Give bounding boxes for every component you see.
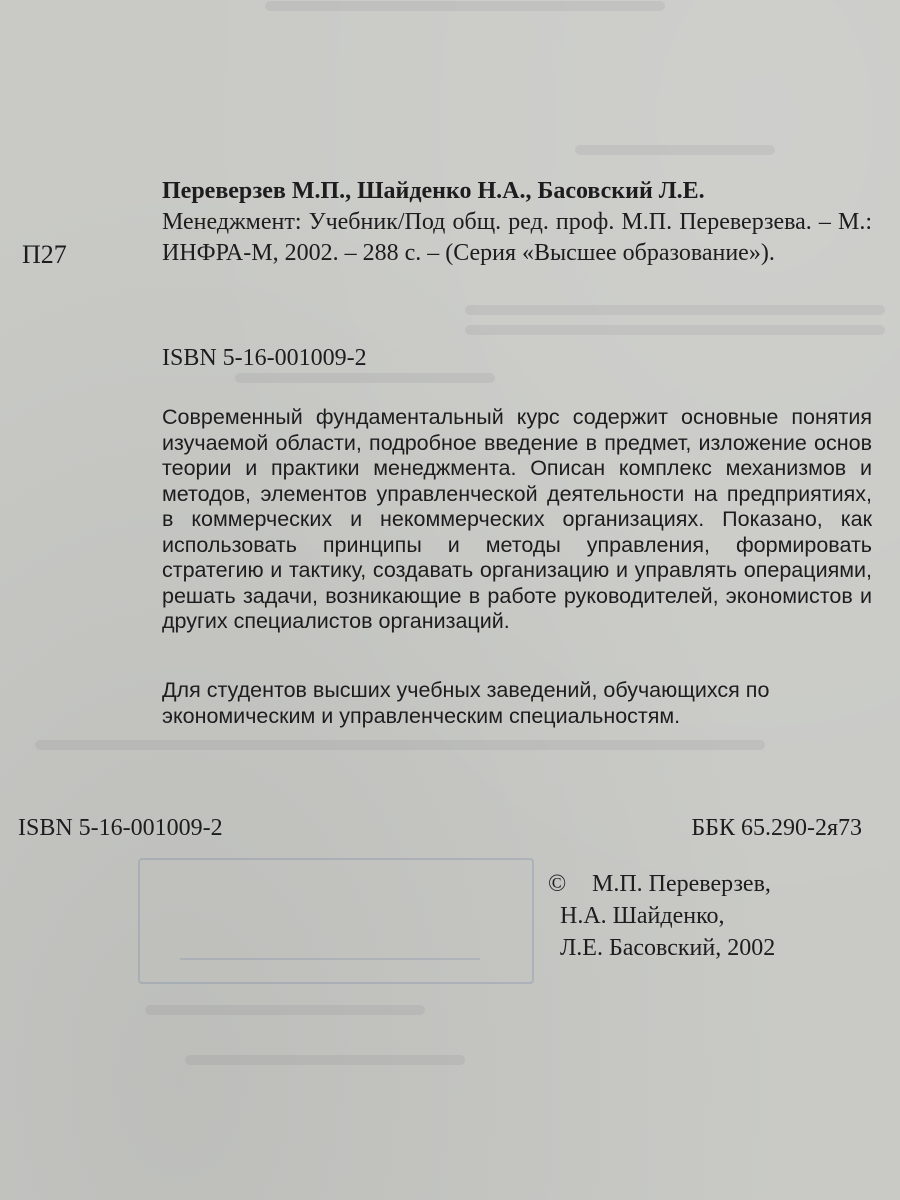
udc-code: П27 xyxy=(22,240,67,269)
bibliographic-record xyxy=(162,176,872,269)
copyright-block xyxy=(548,868,775,964)
copyright-line-2: Н.А. Шайденко, xyxy=(560,903,725,929)
annotation-text: Современный фундаментальный курс содержит основные понятия изучаемой области, подробное введение в предмет, изложение основ теории и практики менеджмента. Описан комплекс механизмов и методов, элементов управленческой деятельности на предприятиях, в коммерческих и некоммерческих организациях. Показано, как использовать принципы и методы управления, формировать стратегию и тактику, создавать организацию и управлять операциями, решать задачи, возникающие в работе руководителей, экономистов и других специалистов организаций. xyxy=(162,405,872,633)
library-stamp-line xyxy=(180,930,480,960)
copyright-row-3 xyxy=(548,932,775,964)
copyright-line-1: М.П. Переверзев, xyxy=(592,871,771,897)
reference-text: Менеджмент: Учебник/Под общ. ред. проф. М.П. Переверзева. – М.: ИНФРА-М, 2002. – 288 с. – (Серия «Высшее образование»). xyxy=(162,209,872,266)
audience-note xyxy=(162,678,872,729)
isbn-top: ISBN 5-16-001009-2 xyxy=(162,345,367,371)
bbk-code: ББК 65.290-2я73 xyxy=(691,815,862,841)
copyright-row-2 xyxy=(548,900,775,932)
isbn-bottom: ISBN 5-16-001009-2 xyxy=(18,815,223,841)
authors-line: Переверзев М.П., Шайденко Н.А., Басовский Л.Е. xyxy=(162,178,705,204)
copyright-row-1 xyxy=(548,868,775,900)
annotation xyxy=(162,405,872,635)
library-stamp-shadow xyxy=(138,858,534,984)
audience-text: Для студентов высших учебных заведений, обучающихся по экономическим и управленческим специальностям. xyxy=(162,678,770,728)
copyright-symbol: © xyxy=(548,871,567,897)
copyright-line-3: Л.Е. Басовский, 2002 xyxy=(560,935,776,961)
